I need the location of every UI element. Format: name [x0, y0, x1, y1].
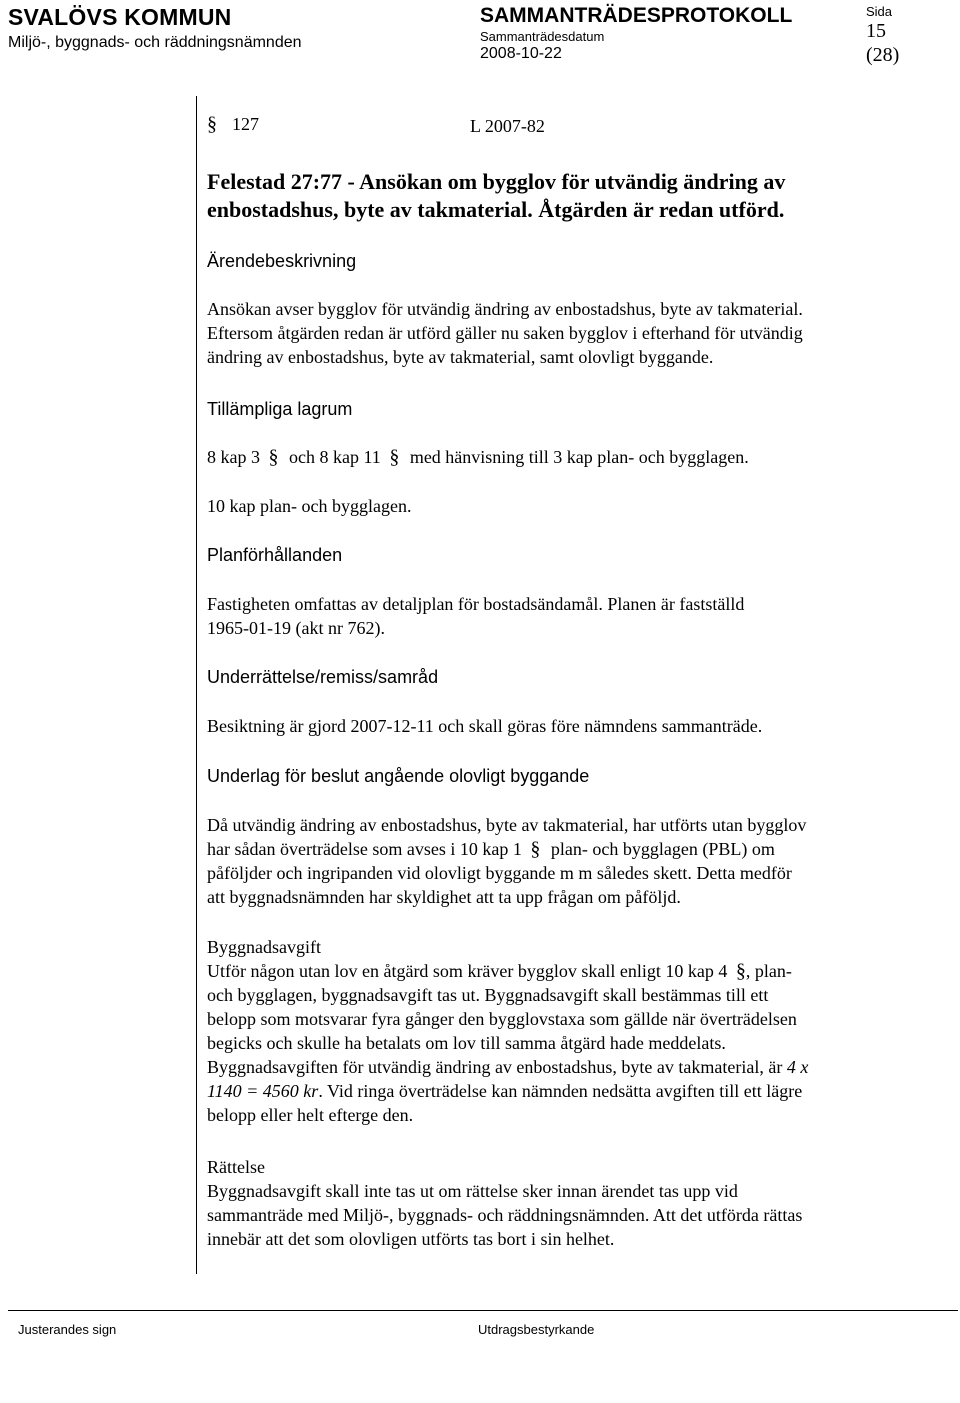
- document-type: SAMMANTRÄDESPROTOKOLL: [480, 4, 793, 27]
- text-line: sammanträde med Miljö-, byggnads- och räddningsnämnden. Att det utförda rättas: [207, 1205, 803, 1225]
- margin-rule: [196, 96, 197, 1274]
- text-line: [207, 837, 775, 861]
- text-line: Besiktning är gjord 2007-12-11 och skall göras före nämndens sammanträde.: [207, 716, 763, 736]
- text-line: begicks och skulle ha betalats om lov till samma åtgärd hade meddelats.: [207, 1033, 726, 1053]
- heading-arendebeskrivning: Ärendebeskrivning: [207, 251, 357, 271]
- text-span: Byggnadsavgiften för utvändig ändring av enbostadshus, byte av takmaterial, är: [207, 1057, 783, 1077]
- text-span: . Vid ringa överträdelse kan nämnden nedsätta avgiften till ett lägre: [318, 1081, 803, 1101]
- lagrum-text: med hänvisning till 3 kap plan- och bygglagen.: [409, 447, 749, 467]
- paragraph-symbol: §: [268, 446, 279, 468]
- text-line: belopp som motsvarar fyra gånger den bygglovstaxa som gällde när överträdelsen: [207, 1009, 797, 1029]
- text-line: Eftersom åtgärden redan är utförd gäller nu saken bygglov i efterhand för utvändig: [207, 323, 803, 343]
- fee-amount-italic: 4 x: [786, 1057, 809, 1077]
- text-line: Byggnadsavgift skall inte tas ut om rättelse sker innan ärendet tas upp vid: [207, 1181, 738, 1201]
- case-number: L 2007-82: [470, 116, 545, 136]
- lagrum-text: 8 kap 3: [207, 447, 260, 467]
- text-line: [207, 1079, 802, 1103]
- case-title-line-2: enbostadshus, byte av takmaterial. Åtgärden är redan utförd.: [207, 197, 785, 222]
- utdragsbestyrkande-label: Utdragsbestyrkande: [478, 1322, 595, 1337]
- text-line: innebär att det som olovligen utförts tas bort i sin helhet.: [207, 1229, 615, 1249]
- paragraph-symbol: §: [735, 960, 746, 982]
- heading-rattelse: Rättelse: [207, 1157, 265, 1177]
- text-line: [207, 959, 792, 983]
- date-label: Sammanträdesdatum: [480, 29, 605, 44]
- text-span: Utför någon utan lov en åtgärd som kräver bygglov skall enligt 10 kap 4: [207, 961, 728, 981]
- organization-name: SVALÖVS KOMMUN: [8, 4, 232, 30]
- footer-rule: [8, 1310, 958, 1311]
- lagrum-text: och 8 kap 11: [289, 447, 381, 467]
- lagrum-line-2: 10 kap plan- och bygglagen.: [207, 496, 412, 516]
- justerandes-sign-label: Justerandes sign: [18, 1322, 117, 1337]
- date-value: 2008-10-22: [480, 45, 562, 62]
- paragraph-number: 127: [232, 114, 259, 134]
- paragraph-symbol: §: [207, 113, 217, 135]
- paragraph-symbol: §: [530, 838, 541, 860]
- paragraph-line: [207, 112, 259, 136]
- text-span: , plan-: [745, 961, 792, 981]
- fee-amount-italic: 1140 = 4560 kr: [207, 1081, 319, 1101]
- text-line: att byggnadsnämnden har skyldighet att ta upp frågan om påföljd.: [207, 887, 681, 907]
- text-line: Ansökan avser bygglov för utvändig ändring av enbostadshus, byte av takmaterial.: [207, 299, 803, 319]
- paragraph-symbol: §: [389, 446, 400, 468]
- heading-planforhallanden: Planförhållanden: [207, 545, 343, 565]
- text-line: påföljder och ingripanden vid olovligt byggande m m således skett. Detta medför: [207, 863, 792, 883]
- department-name: Miljö-, byggnads- och räddningsnämnden: [8, 34, 302, 51]
- page-total: (28): [866, 44, 900, 66]
- page-label: Sida: [866, 4, 893, 19]
- text-line: Fastigheten omfattas av detaljplan för bostadsändamål. Planen är fastställd: [207, 594, 745, 614]
- heading-byggnadsavgift: Byggnadsavgift: [207, 937, 321, 957]
- heading-underlag: Underlag för beslut angående olovligt byggande: [207, 766, 590, 786]
- page-number: 15: [866, 20, 886, 42]
- heading-underrattelse: Underrättelse/remiss/samråd: [207, 667, 439, 687]
- case-title-line-1: Felestad 27:77 - Ansökan om bygglov för utvändig ändring av: [207, 169, 786, 194]
- text-line: ändring av enbostadshus, byte av takmaterial, samt olovligt byggande.: [207, 347, 714, 367]
- lagrum-line-1: [207, 445, 749, 469]
- text-line: Då utvändig ändring av enbostadshus, byte av takmaterial, har utförts utan bygglov: [207, 815, 807, 835]
- text-span: plan- och bygglagen (PBL) om: [550, 839, 775, 859]
- heading-lagrum: Tillämpliga lagrum: [207, 399, 353, 419]
- text-line: belopp eller helt efterge den.: [207, 1105, 414, 1125]
- text-line: 1965-01-19 (akt nr 762).: [207, 618, 385, 638]
- text-span: har sådan överträdelse som avses i 10 kap 1: [207, 839, 522, 859]
- text-line: och bygglagen, byggnadsavgift tas ut. Byggnadsavgift skall bestämmas till ett: [207, 985, 769, 1005]
- text-line: [207, 1055, 808, 1079]
